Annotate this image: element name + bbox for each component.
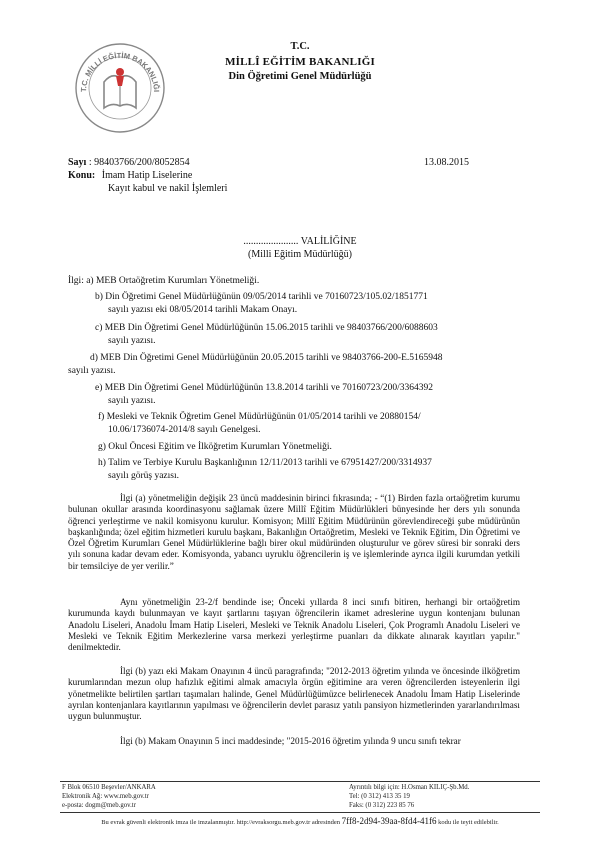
konu-line bbox=[68, 170, 192, 181]
ilgi-b-cont: sayılı yazısı eki 08/05/2014 tarihli Makam Onayı. bbox=[108, 305, 298, 315]
ilgi-e: e) MEB Din Öğretimi Genel Müdürlüğünün 13.8.2014 tarihli ve 70160723/200/3364392 bbox=[95, 383, 434, 393]
header-directorate: Din Öğretimi Genel Müdürlüğü bbox=[228, 71, 372, 82]
paragraph-3: İlgi (b) yazı eki Makam Onayının 4 üncü paragrafında; "2012-2013 öğretim yılında ve öncesinde ilköğretim kurumlarından mezun olup hafızlık eğitimi almak amacıyla örgün eğitimine ara veren öğrencilerden isteyenlerin ilgi yönetmelikte belirtilen şartları taşımaları halinde, Genel Müdürlüğümüzce belirlenecek Anadolu İmam Hatip Liselerinde ayrılan kontenjanlara kayıtlarının yapılması ve öğrencilerin devlet parasız yatılı pansiyon hizmetlerinden yararlandırılması uygun bulunmuştur. bbox=[68, 666, 520, 722]
paragraph-1: İlgi (a) yönetmeliğin değişik 23 üncü maddesinin birinci fıkrasında; - “(1) Birden fazla ortaöğretim kurumu bulunan okullar arasında koordinasyonu sağlamak üzere Millî Eğitim Müdürlükleri bünyesinde her ders yılı sonunda öğrenci yerleştirme ve nakil komisyonu kurulur. Komisyon; Millî Eğitim Müdürünün görevlendireceği şube müdürünün başkanlığında; özel eğitim hizmetleri kurulu başkanı, Bakanlığın Ortaöğretim, Mesleki ve Teknik Eğitim, Din Öğretimi ve Özel Öğretim Kurumları Genel Müdürlüklerine bağlı birer okul müdüründen oluşturulur ve görev süresi bir sonraki ders yılı sonuna kadar devam eder. Komisyonda, yabancı uyruklu öğrencilerin iş ve işlemlerinde ayrıca ilgili kurumdan yetkili bir temsilciye de yer verilir.” bbox=[68, 493, 520, 571]
footer-address-line: F Blok 06510 Beşevler/ANKARA bbox=[62, 784, 156, 791]
sayi-value: : 98403766/200/8052854 bbox=[88, 157, 190, 168]
ilgi-c-cont: sayılı yazısı. bbox=[108, 336, 156, 346]
sayi-line bbox=[68, 157, 190, 168]
verify-suffix: kodu ile teyit edilebilir. bbox=[438, 819, 499, 826]
footer-address bbox=[62, 783, 156, 810]
verify-code: 7ff8-2d94-39aa-8fd4-41f6 bbox=[341, 816, 437, 826]
ilgi-g: g) Okul Öncesi Eğitim ve İlköğretim Kurumları Yönetmeliği. bbox=[98, 442, 332, 452]
footer-contact-person: Ayrıntılı bilgi için: H.Osman KILIÇ-Şb.Md. bbox=[349, 784, 470, 791]
konu-subject: İmam Hatip Liselerine bbox=[101, 170, 193, 181]
paragraph-4: İlgi (b) Makam Onayının 5 inci maddesinde; "2015-2016 öğretim yılında 9 uncu sınıfı tekrar bbox=[120, 736, 461, 746]
document-date: 13.08.2015 bbox=[424, 157, 469, 168]
footer-divider-2 bbox=[60, 812, 540, 813]
header-tc: T.C. bbox=[290, 41, 310, 52]
ilgi-h-cont: sayılı görüş yazısı. bbox=[108, 471, 179, 481]
ilgi-d: d) MEB Din Öğretimi Genel Müdürlüğünün 20.05.2015 tarihli ve 98403766-200-E.5165948 bbox=[90, 353, 443, 363]
ilgi-a: İlgi: a) MEB Ortaöğretim Kurumları Yönetmeliği. bbox=[68, 276, 260, 286]
ilgi-f-cont: 10.06/1736074-2014/8 sayılı Genelgesi. bbox=[108, 425, 261, 435]
verify-prefix: Bu evrak güvenli elektronik imza ile imzalanmıştır. http://evraksorgu.meb.gov.tr adresinden bbox=[101, 819, 341, 826]
ilgi-c: c) MEB Din Öğretimi Genel Müdürlüğünün 15.06.2015 tarihli ve 98403766/200/6088603 bbox=[95, 323, 438, 333]
konu-subject-line2: Kayıt kabul ve nakil İşlemleri bbox=[108, 183, 228, 194]
footer-fax: Faks: (0 312) 223 85 76 bbox=[349, 802, 415, 809]
footer-phone: Tel: (0 312) 413 35 19 bbox=[349, 793, 410, 800]
header-ministry: MİLLÎ EĞİTİM BAKANLIĞI bbox=[225, 56, 375, 68]
ilgi-f: f) Mesleki ve Teknik Öğretim Genel Müdürlüğünün 01/05/2014 tarihli ve 20880154/ bbox=[98, 412, 421, 422]
sayi-label: Sayı bbox=[68, 157, 87, 168]
ilgi-d-cont: sayılı yazısı. bbox=[68, 366, 116, 376]
footer-contact bbox=[349, 783, 469, 810]
konu-label: Konu: bbox=[68, 170, 96, 181]
footer-email-line: e-posta: dogm@meb.gov.tr bbox=[62, 802, 136, 809]
addressee-sub: (Milli Eğitim Müdürlüğü) bbox=[248, 249, 352, 260]
footer-web-line: Elektronik Ağ: www.meb.gov.tr bbox=[62, 793, 149, 800]
addressee: ...................... VALİLİĞİNE bbox=[243, 236, 357, 247]
footer-divider bbox=[60, 781, 540, 782]
ilgi-h: h) Talim ve Terbiye Kurulu Başkanlığının 12/11/2013 tarihli ve 67951427/200/3314937 bbox=[98, 458, 432, 468]
ilgi-b: b) Din Öğretimi Genel Müdürlüğünün 09/05/2014 tarihli ve 70160723/105.02/1851771 bbox=[95, 292, 428, 302]
svg-text:T.C. MİLLİ EĞİTİM BAKANLIĞI: T.C. MİLLİ EĞİTİM BAKANLIĞI bbox=[78, 50, 162, 93]
ilgi-e-cont: sayılı yazısı. bbox=[108, 396, 156, 406]
paragraph-2: Aynı yönetmeliğin 23-2/f bendinde ise; Önceki yıllarda 8 inci sınıfı bitiren, herhangi bir ortaöğretim kurumunda kaydı bulunmayan ve kayıt şartlarını taşıyan öğrencilerin ikamet adreslerine uygun kontenjanı bulunan Anadolu Liseleri, Anadolu İmam Hatip Liseleri, Mesleki ve Teknik Anadolu Liseleri, Çok Programlı Anadolu Liseleri ve Mesleki ve Teknik Eğitim Merkezlerine varsa merkezi yerleştirme puanları da dikkate alınarak kayıtları yapılır." denilmektedir. bbox=[68, 597, 520, 653]
e-signature-notice bbox=[60, 816, 540, 826]
